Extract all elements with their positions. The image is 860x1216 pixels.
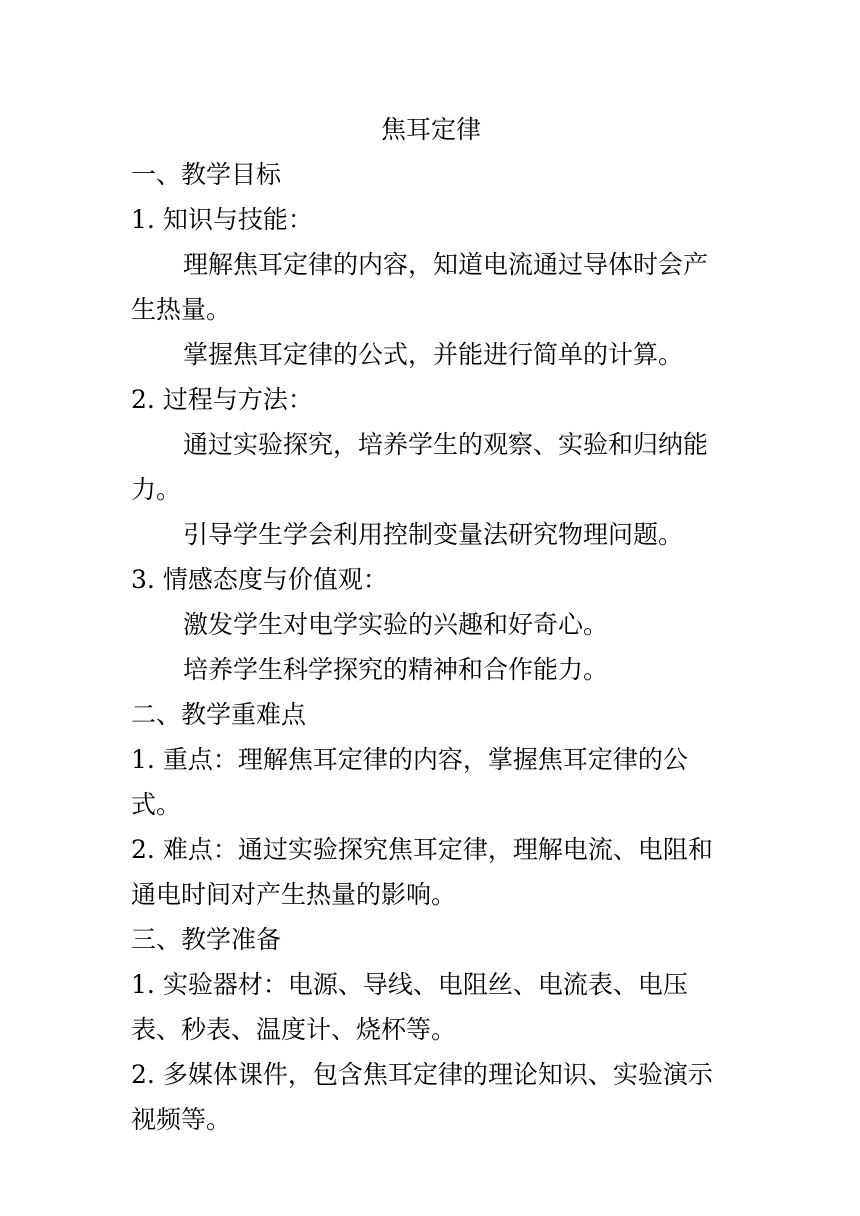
paragraph: 激发学生对电学实验的兴趣和好奇心。 xyxy=(183,610,609,639)
item-number: 1. xyxy=(131,970,155,999)
section-heading: 一、教学目标 xyxy=(131,160,282,189)
item-number: 2. xyxy=(131,835,155,864)
item-number: 1. xyxy=(131,205,155,234)
item-number: 1. xyxy=(131,745,155,774)
item-text: 过程与方法： xyxy=(162,385,313,414)
section-heading: 二、教学重难点 xyxy=(131,700,307,729)
paragraph: 通过实验探究，培养学生的观察、实验和归纳能力。 xyxy=(131,430,709,504)
item-text: 知识与技能： xyxy=(162,205,313,234)
item-text: 实验器材：电源、导线、电阻丝、电流表、电压表、秒表、温度计、烧杯等。 xyxy=(131,970,688,1044)
list-item xyxy=(131,557,731,602)
item-number: 2. xyxy=(131,1060,155,1089)
item-text: 情感态度与价值观： xyxy=(162,565,388,594)
list-item xyxy=(131,827,731,917)
section-heading: 三、教学准备 xyxy=(131,925,282,954)
item-text: 难点：通过实验探究焦耳定律，理解电流、电阻和通电时间对产生热量的影响。 xyxy=(131,835,713,909)
section-preparation xyxy=(131,917,731,1142)
list-item xyxy=(131,377,731,422)
paragraph: 培养学生科学探究的精神和合作能力。 xyxy=(183,655,609,684)
item-number: 3. xyxy=(131,565,155,594)
paragraph: 引导学生学会利用控制变量法研究物理问题。 xyxy=(183,520,684,549)
section-objectives xyxy=(131,152,731,692)
paragraph: 理解焦耳定律的内容，知道电流通过导体时会产生热量。 xyxy=(131,250,709,324)
document-title: 焦耳定律 xyxy=(380,115,481,144)
document-body xyxy=(131,107,731,1142)
section-key-points xyxy=(131,692,731,917)
item-text: 重点：理解焦耳定律的内容，掌握焦耳定律的公式。 xyxy=(131,745,688,819)
item-text: 多媒体课件，包含焦耳定律的理论知识、实验演示视频等。 xyxy=(131,1060,713,1134)
list-item xyxy=(131,197,731,242)
list-item xyxy=(131,962,731,1052)
paragraph: 掌握焦耳定律的公式，并能进行简单的计算。 xyxy=(183,340,684,369)
item-number: 2. xyxy=(131,385,155,414)
list-item xyxy=(131,1052,731,1142)
list-item xyxy=(131,737,731,827)
